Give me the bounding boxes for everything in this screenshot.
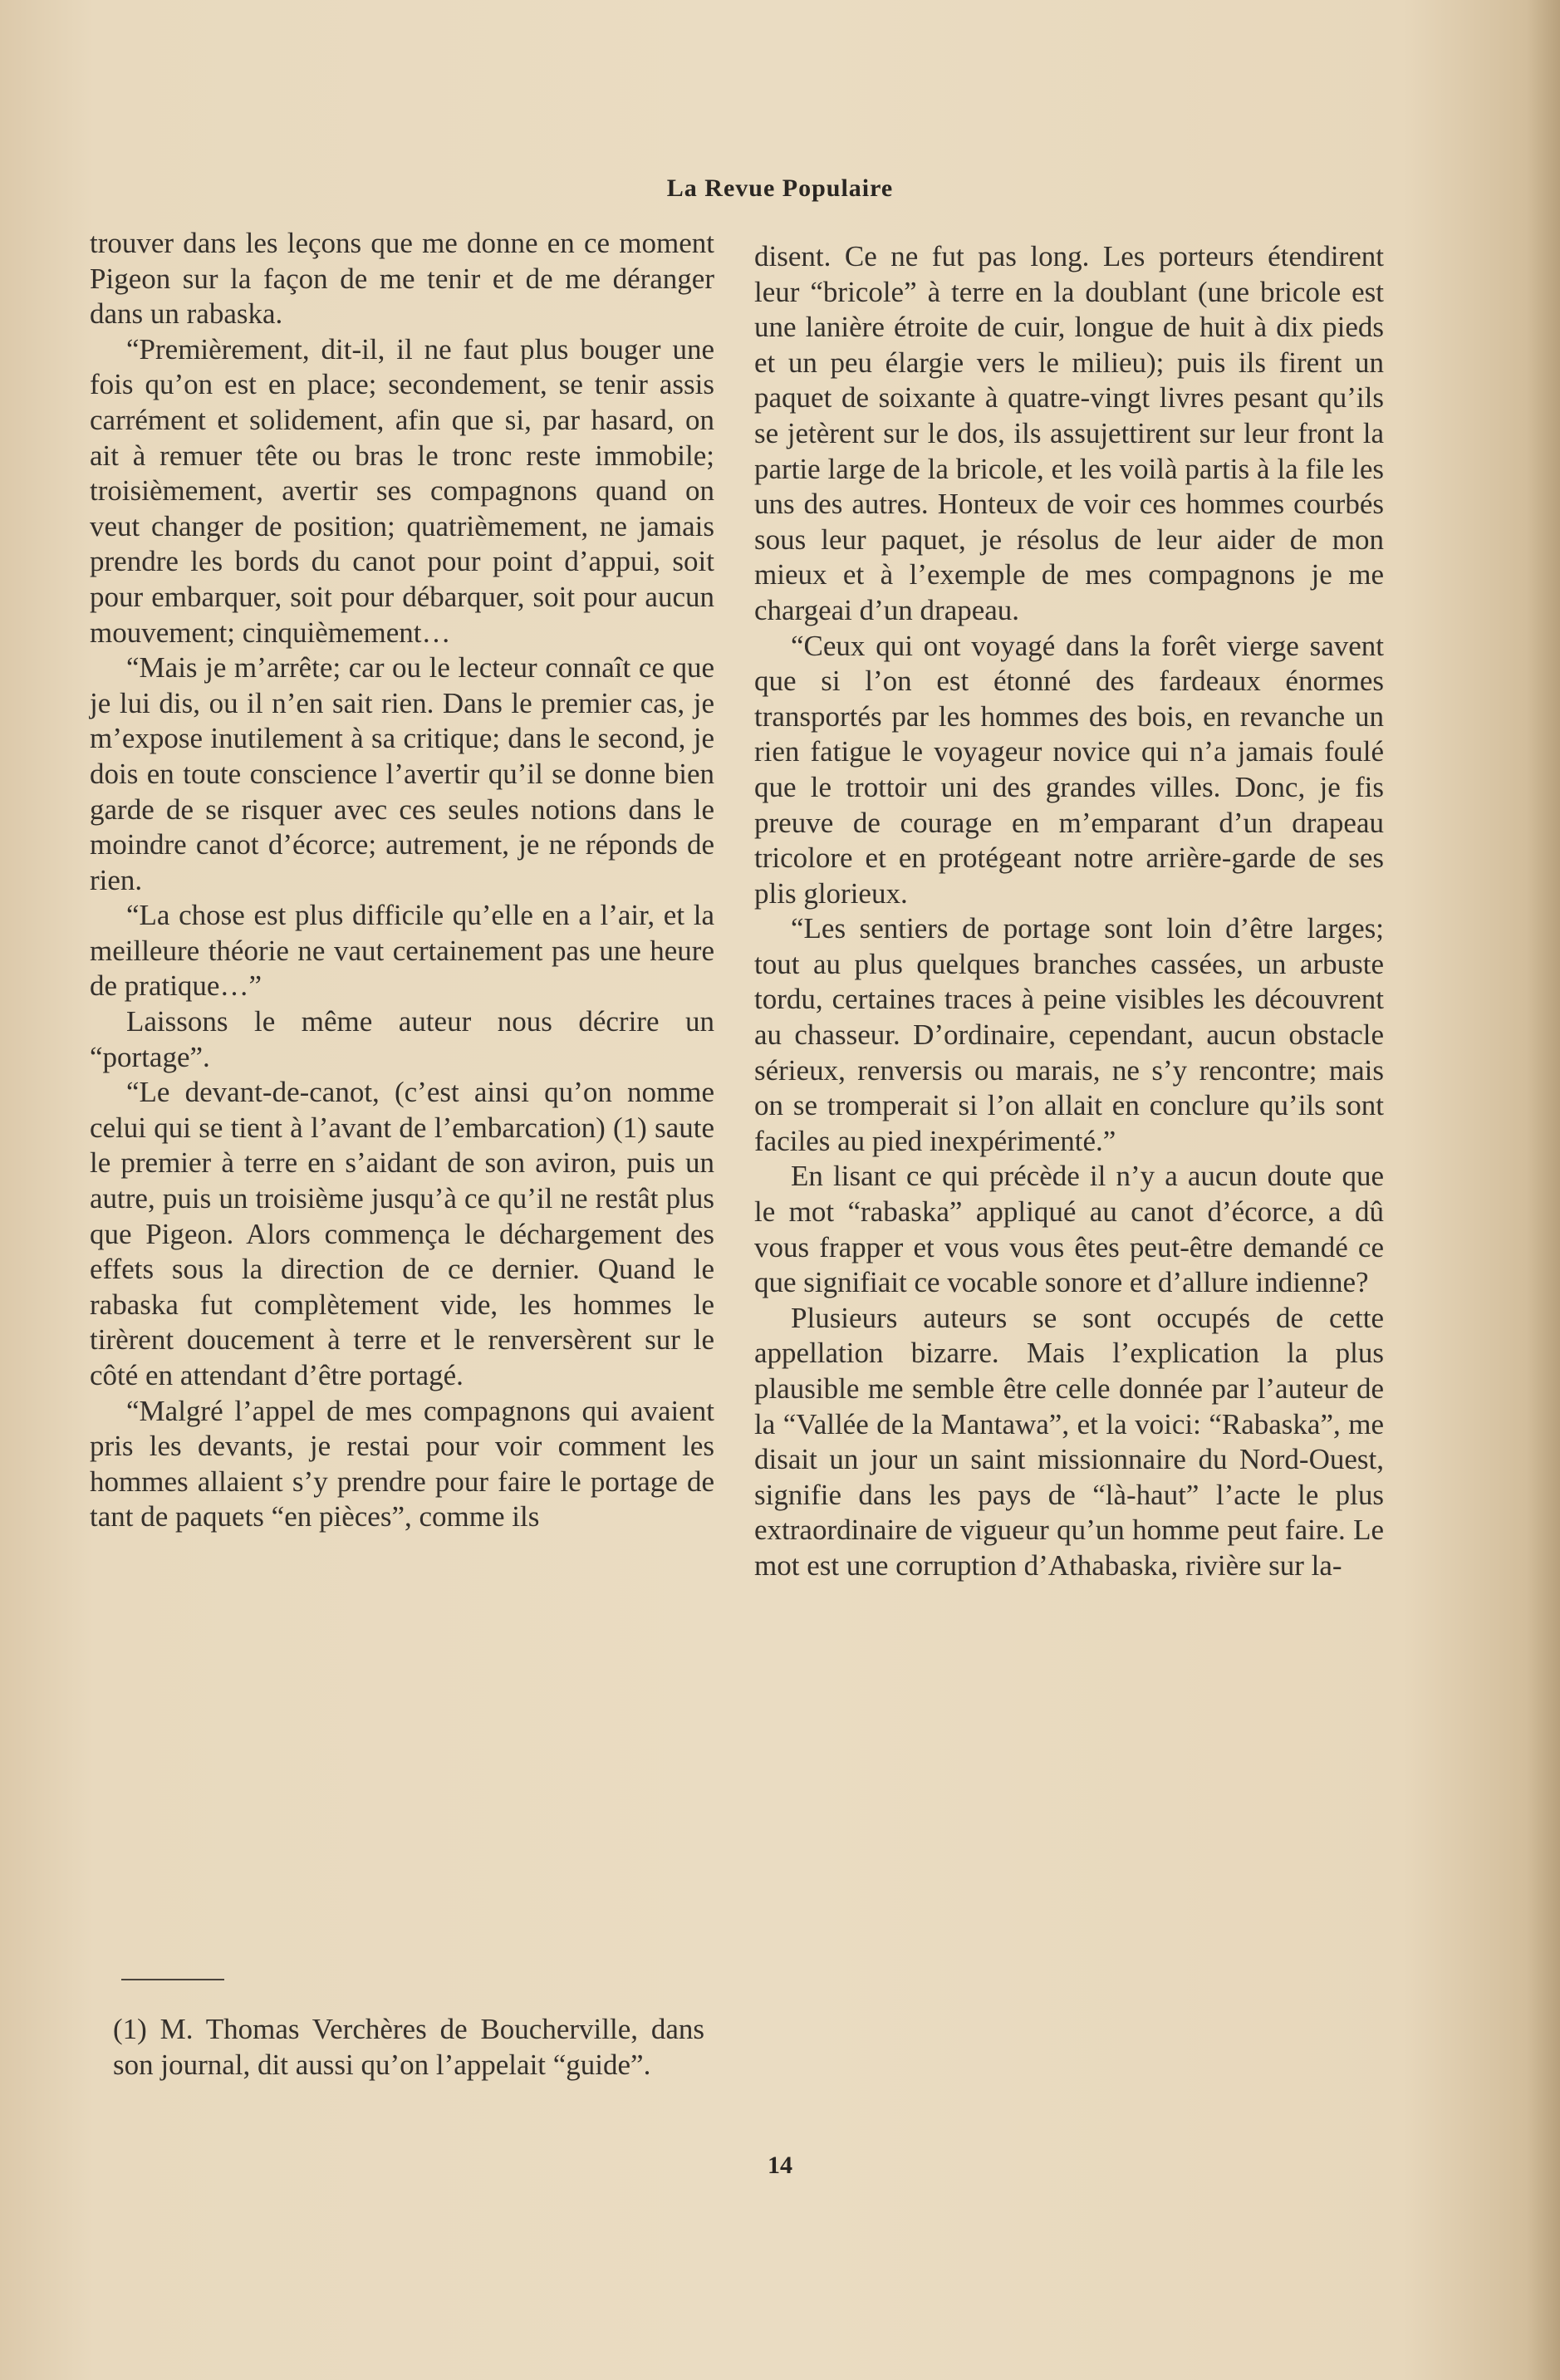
- right-column: [754, 239, 1384, 1584]
- paragraph: “Mais je m’arrête; car ou le lecteur connaît ce que je lui dis, ou il n’en sait rien. Dans le premier cas, je m’expose inutilement à sa critique; dans le second, je dois en toute conscience l’avertir qu’il se donne bien garde de se risquer avec ces seules notions dans le moindre canot d’écorce; autrement, je ne réponds de rien.: [90, 651, 714, 896]
- left-column: [90, 226, 714, 1535]
- page-edge-shadow: [1527, 0, 1560, 2380]
- paragraph: Plusieurs auteurs se sont occupés de cette appellation bizarre. Mais l’explication la plus plausible me semble être celle donnée par l’auteur de la “Vallée de la Mantawa”, et la voici: “Rabaska”, me disait un jour un saint missionnaire du Nord-Ouest, signifie dans les pays de “là-haut” l’acte le plus extraordinaire de vigueur qu’un homme peut faire. Le mot est une corruption d’Athabaska, rivière sur la-: [754, 1301, 1384, 1582]
- paragraph: disent. Ce ne fut pas long. Les porteurs étendirent leur “bricole” à terre en la doublant (une bricole est une lanière étroite de cuir, longue de huit à dix pieds et un peu élargie vers le milieu); puis ils firent un paquet de soixante à quatre-vingt livres pesant qu’ils se jetèrent sur le dos, ils assujettirent sur leur front la partie large de la bricole, et les voilà partis à la file les uns des autres. Honteux de voir ces hommes courbés sous leur paquet, je résolus de leur aider de mon mieux et à l’exemple de mes compagnons je me chargeai d’un drapeau.: [754, 240, 1384, 626]
- paragraph: “Malgré l’appel de mes compagnons qui avaient pris les devants, je restai pour voir comment les hommes allaient s’y prendre pour faire le portage de tant de paquets “en pièces”, comme ils: [90, 1394, 714, 1534]
- running-head: La Revue Populaire: [666, 174, 894, 202]
- paragraph: Laissons le même auteur nous décrire un “portage”.: [90, 1005, 714, 1073]
- page-number: 14: [768, 2152, 792, 2179]
- paragraph: “Premièrement, dit-il, il ne faut plus bouger une fois qu’on est en place; secondement, se tenir assis carrément et solidement, afin que si, par hasard, on ait à remuer tête ou bras le tronc reste immobile; troisièmement, avertir ses compagnons quand on veut changer de position; quatrièmement, ne jamais prendre les bords du canot pour point d’appui, soit pour embarquer, soit pour débarquer, soit pour aucun mouvement; cinquièmement…: [90, 332, 714, 649]
- paragraph: “La chose est plus difficile qu’elle en a l’air, et la meilleure théorie ne vaut certainement pas une heure de pratique…”: [90, 899, 714, 1003]
- paragraph: “Le devant-de-canot, (c’est ainsi qu’on nomme celui qui se tient à l’avant de l’embarcation) (1) saute le premier à terre en s’aidant de son aviron, puis un autre, puis un troisième jusqu’à ce qu’il ne restât plus que Pigeon. Alors commença le déchargement des effets sous la direction de ce dernier. Quand le rabaska fut complètement vide, les hommes le tirèrent doucement à terre et le renversèrent sur le côté en attendant d’être portagé.: [90, 1076, 714, 1391]
- footnote-divider: [121, 1979, 224, 1980]
- footnote-text: (1) M. Thomas Verchères de Boucherville, dans son journal, dit aussi qu’on l’appelait “guide”.: [113, 2013, 704, 2081]
- paragraph: trouver dans les leçons que me donne en ce moment Pigeon sur la façon de me tenir et de me déranger dans un rabaska.: [90, 227, 714, 331]
- paragraph: “Les sentiers de portage sont loin d’être larges; tout au plus quelques branches cassées, un arbuste tordu, certaines traces à peine visibles les découvrent au chasseur. D’ordinaire, cependant, aucun obstacle sérieux, renversis ou marais, ne s’y rencontre; mais on se tromperait si l’on allait en conclure qu’ils sont faciles au pied inexpérimenté.”: [754, 912, 1384, 1157]
- paragraph: En lisant ce qui précède il n’y a aucun doute que le mot “rabaska” appliqué au canot d’écorce, a dû vous frapper et vous vous êtes peut-être demandé ce que signifiait ce vocable sonore et d’allure indienne?: [754, 1160, 1384, 1299]
- paragraph: “Ceux qui ont voyagé dans la forêt vierge savent que si l’on est étonné des fardeaux énormes transportés par les hommes des bois, en revanche un rien fatigue le voyageur novice qui n’a jamais foulé que le trottoir uni des grandes villes. Donc, je fis preuve de courage en m’emparant d’un drapeau tricolore et en protégeant notre arrière-garde de ses plis glorieux.: [754, 629, 1384, 910]
- footnote: [113, 2012, 704, 2083]
